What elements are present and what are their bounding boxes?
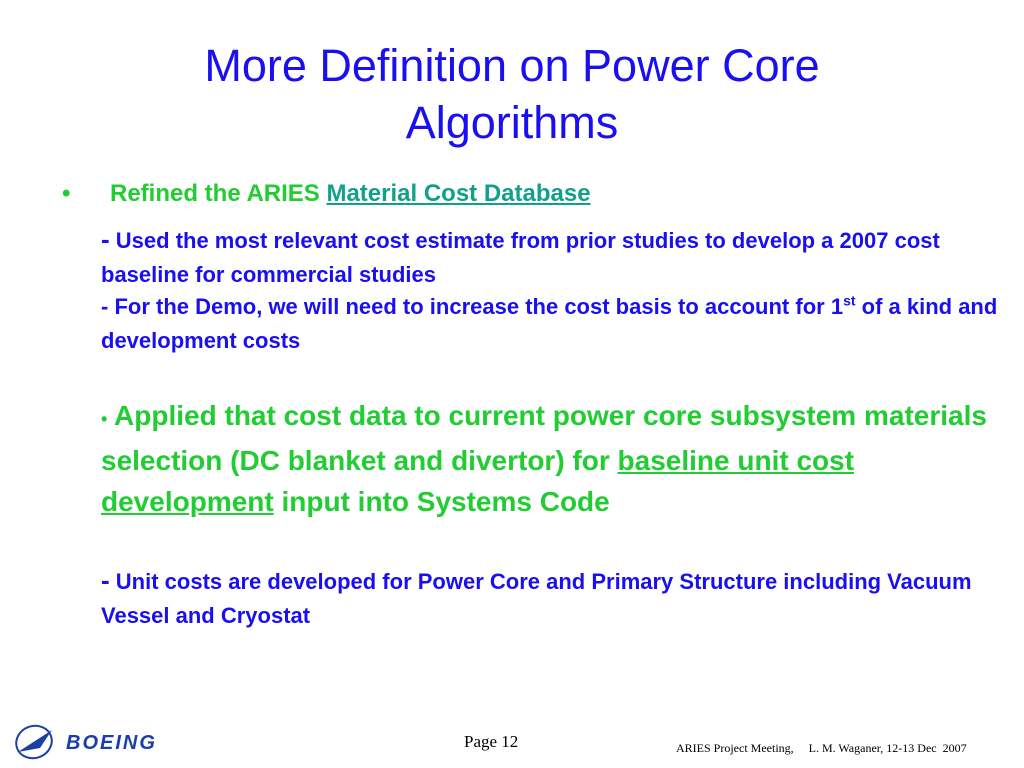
- bullet-marker: •: [101, 409, 108, 429]
- sub-point-unit-costs-text: Unit costs are developed for Power Core and Primary Structure including Vacuum Vessel and Cryostat: [101, 569, 972, 628]
- sub-point-unit-costs: [101, 563, 1011, 633]
- bullet-refined-database: [62, 178, 591, 210]
- bullet-applied-cost-data: [101, 395, 1021, 522]
- dash-marker: -: [101, 224, 110, 254]
- bullet-applied-suffix: input into Systems Code: [273, 486, 610, 517]
- footer-meeting-info: ARIES Project Meeting, L. M. Waganer, 12-13 Dec 2007: [676, 741, 967, 755]
- boeing-logo: [12, 722, 202, 762]
- sub-point-cost-baseline: [101, 222, 1011, 292]
- baseline-unit-cost-development-link[interactable]: baseline unit cost development: [101, 445, 855, 517]
- sub-point-demo-costs: [101, 290, 1011, 358]
- boeing-logo-text: BOEING: [66, 732, 157, 754]
- superscript-st: st: [843, 292, 856, 309]
- bullet-marker: •: [62, 180, 71, 207]
- sub-point-demo-prefix: - For the Demo, we will need to increase the cost basis to account for 1: [101, 294, 844, 319]
- sub-point-cost-baseline-text: Used the most relevant cost estimate from prior studies to develop a 2007 cost baseline for commercial studies: [101, 228, 940, 287]
- sub-point-demo-suffix: of a kind and development costs: [101, 294, 998, 353]
- bullet-refined-text: Refined the ARIES: [110, 180, 327, 207]
- page-number: Page 12: [464, 732, 519, 751]
- material-cost-database-link[interactable]: Material Cost Database: [326, 180, 591, 207]
- dash-marker: -: [101, 565, 110, 595]
- bullet-applied-prefix: Applied that cost data to current power core subsystem materials selection (DC blanket and divertor) for: [101, 400, 987, 476]
- slide-title-line-2: Algorithms: [405, 97, 619, 148]
- slide-title-line-1: More Definition on Power Core: [204, 40, 820, 91]
